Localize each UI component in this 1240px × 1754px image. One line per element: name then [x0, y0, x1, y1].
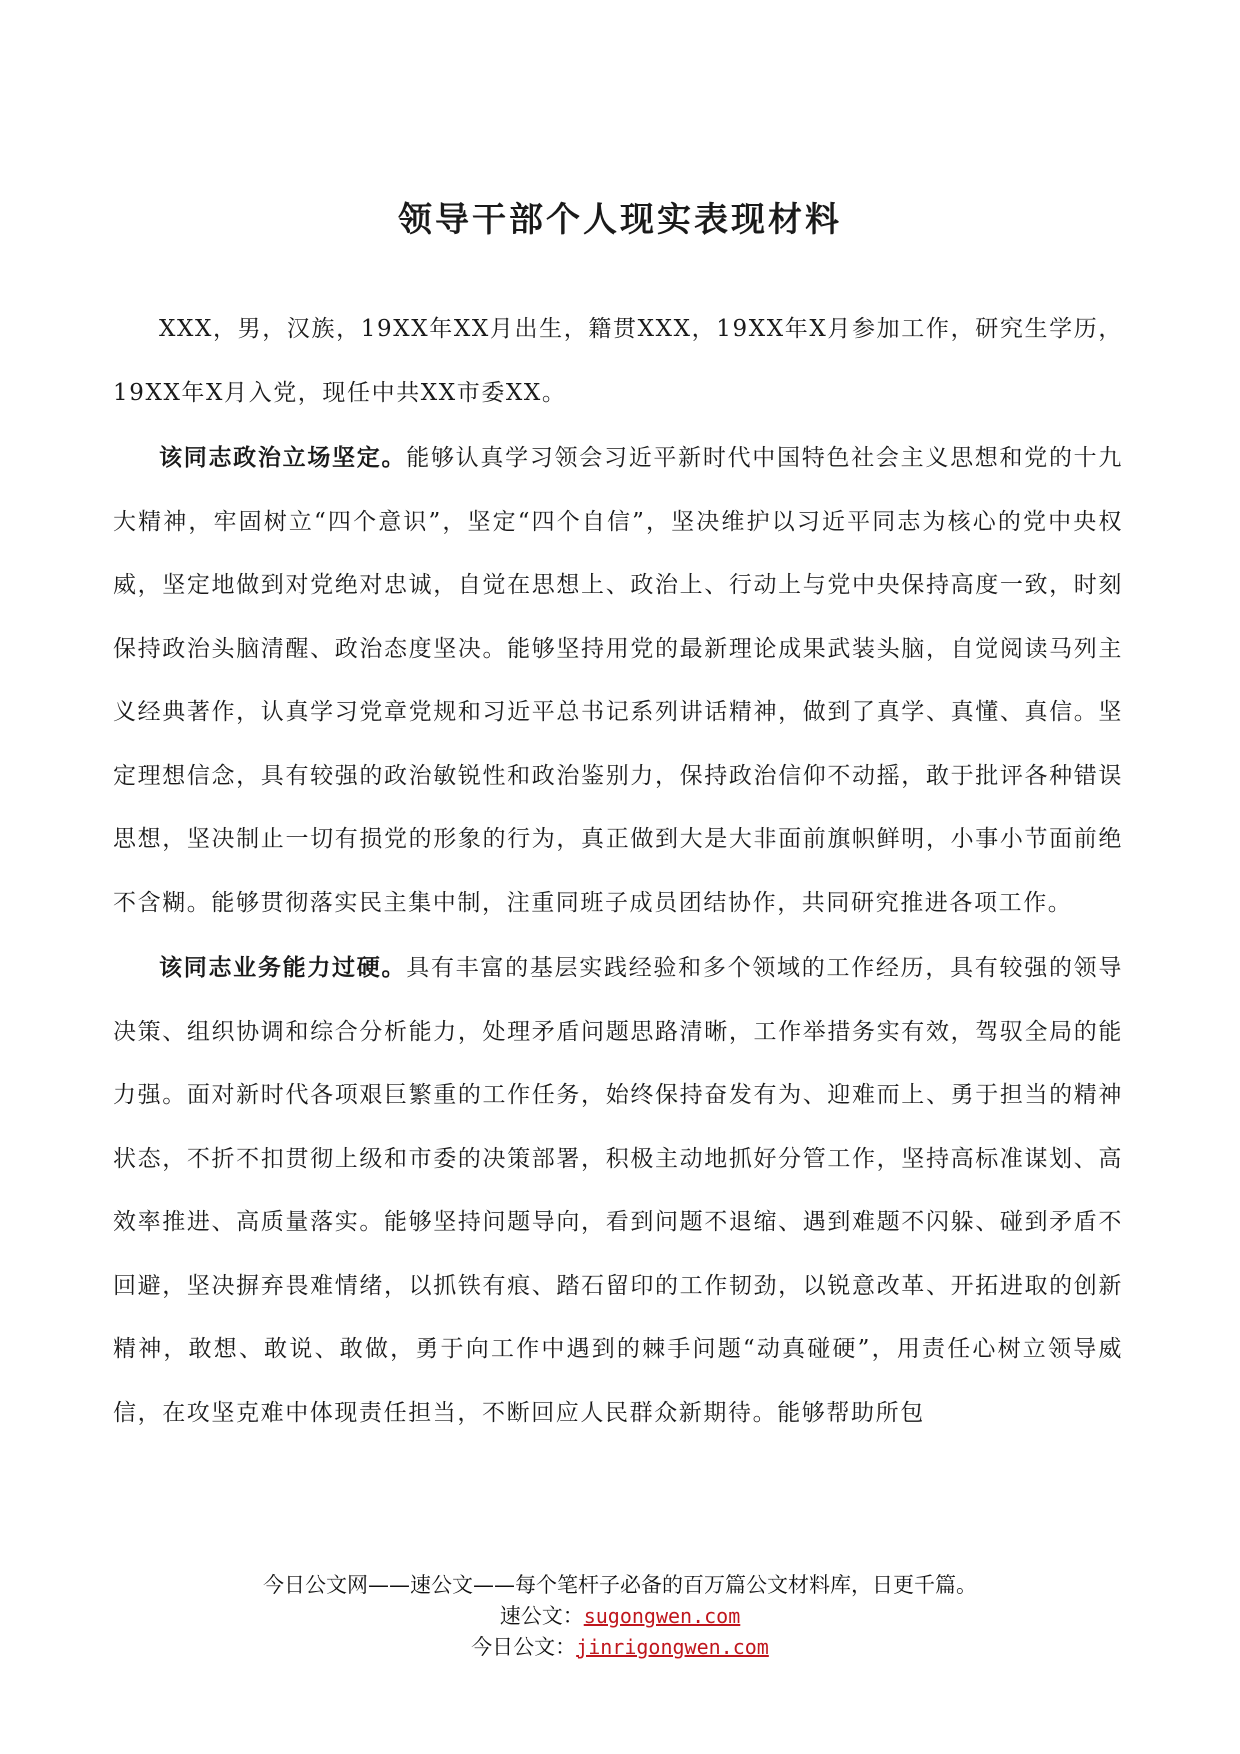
paragraph-text: 具有丰富的基层实践经验和多个领域的工作经历，具有较强的领导决策、组织协调和综合分析能力，处理矛盾问题思路清晰，工作举措务实有效，驾驭全局的能力强。面对新时代各项艰巨繁重的工作任务，始终保持奋发有为、迎难而上、勇于担当的精神状态，不折不扣贯彻上级和市委的决策部署，积极主动地抓好分管工作，坚持高标准谋划、高效率推进、高质量落实。能够坚持问题导向，看到问题不退缩、遇到难题不闪躲、碰到矛盾不回避，坚决摒弃畏难情绪，以抓铁有痕、踏石留印的工作韧劲，以锐意改革、开拓进取的创新精神，敢想、敢说、敢做，勇于向工作中遇到的棘手问题“动真碰硬”，用责任心树立领导威信，在攻坚克难中体现责任担当，不断回应人民群众新期待。能够帮助所包: [113, 955, 1124, 1426]
paragraph-heading: 该同志政治立场坚定。: [159, 444, 407, 471]
page-title: 领导干部个人现实表现材料: [398, 200, 842, 240]
paragraph-profile: [113, 298, 1123, 425]
paragraph-heading: 该同志业务能力过硬。: [159, 954, 407, 981]
paragraph-business-ability: [113, 936, 1123, 1445]
document-body: [113, 298, 1123, 1445]
paragraph-text: XXX，男，汉族，19XX年XX月出生，籍贯XXX，19XX年X月参加工作，研究生学历，19XX年X月入党，现任中共XX市委XX。: [113, 316, 1123, 406]
sugongwen-link[interactable]: sugongwen.com: [583, 1604, 741, 1628]
jinrigongwen-link[interactable]: jinrigongwen.com: [576, 1635, 769, 1659]
sugongwen-label: 速公文：: [499, 1604, 584, 1628]
footer-jinrigongwen: [0, 1632, 1240, 1663]
footer-slogan: 今日公文网——速公文——每个笔杆子必备的百万篇公文材料库，日更千篇。: [263, 1573, 977, 1597]
footer-sugongwen: [0, 1601, 1240, 1632]
paragraph-text: 能够认真学习领会习近平新时代中国特色社会主义思想和党的十九大精神，牢固树立“四个意识”，坚定“四个自信”，坚决维护以习近平同志为核心的党中央权威，坚定地做到对党绝对忠诚，自觉在思想上、政治上、行动上与党中央保持高度一致，时刻保持政治头脑清醒、政治态度坚决。能够坚持用党的最新理论成果武装头脑，自觉阅读马列主义经典著作，认真学习党章党规和习近平总书记系列讲话精神，做到了真学、真懂、真信。坚定理想信念，具有较强的政治敏锐性和政治鉴别力，保持政治信仰不动摇，敢于批评各种错误思想，坚决制止一切有损党的形象的行为，真正做到大是大非面前旗帜鲜明，小事小节面前绝不含糊。能够贯彻落实民主集中制，注重同班子成员团结协作，共同研究推进各项工作。: [113, 445, 1124, 916]
paragraph-political-stance: [113, 426, 1123, 935]
jinrigongwen-label: 今日公文：: [471, 1635, 577, 1659]
footer-banner: [0, 1570, 1240, 1663]
